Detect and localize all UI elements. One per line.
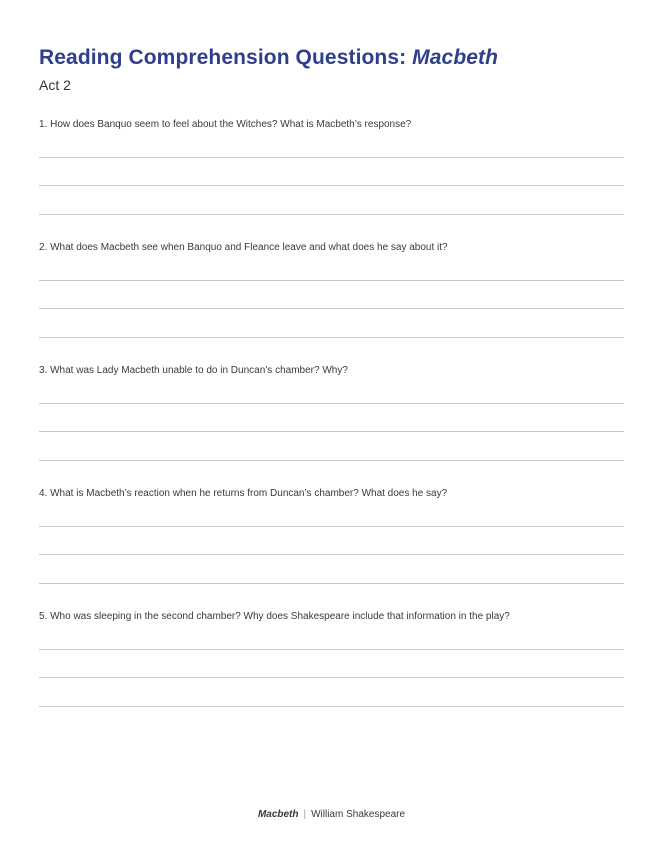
- question-text: 3. What was Lady Macbeth unable to do in Duncan’s chamber? Why?: [39, 365, 348, 376]
- question-text: 2. What does Macbeth see when Banquo and Fleance leave and what does he say about it?: [39, 242, 448, 253]
- question-block-2: [39, 242, 624, 254]
- answer-line[interactable]: [39, 583, 624, 584]
- question-block-3: [39, 365, 624, 377]
- answer-line[interactable]: [39, 649, 624, 650]
- question-text: 1. How does Banquo seem to feel about the Witches? What is Macbeth’s response?: [39, 119, 412, 130]
- question-block-1: [39, 119, 624, 131]
- question-text: 5. Who was sleeping in the second chamber? Why does Shakespeare include that information in the play?: [39, 611, 510, 622]
- answer-line[interactable]: [39, 431, 624, 432]
- answer-line[interactable]: [39, 157, 624, 158]
- answer-line[interactable]: [39, 554, 624, 555]
- page-title: [39, 46, 498, 70]
- answer-line[interactable]: [39, 403, 624, 404]
- footer-author: William Shakespeare: [311, 809, 406, 820]
- answer-line[interactable]: [39, 677, 624, 678]
- answer-line[interactable]: [39, 526, 624, 527]
- question-text: 4. What is Macbeth’s reaction when he returns from Duncan’s chamber? What does he say?: [39, 488, 448, 499]
- act-subtitle: Act 2: [39, 77, 71, 93]
- footer-play-title: Macbeth: [257, 809, 299, 820]
- page-footer: [0, 809, 663, 820]
- answer-line[interactable]: [39, 460, 624, 461]
- answer-line[interactable]: [39, 308, 624, 309]
- footer-separator: |: [303, 809, 307, 820]
- question-block-5: [39, 611, 624, 623]
- answer-line[interactable]: [39, 214, 624, 215]
- title-prefix: Reading Comprehension Questions:: [39, 46, 413, 69]
- answer-line[interactable]: [39, 337, 624, 338]
- question-block-4: [39, 488, 624, 500]
- answer-line[interactable]: [39, 185, 624, 186]
- answer-line[interactable]: [39, 280, 624, 281]
- answer-line[interactable]: [39, 706, 624, 707]
- title-play-name: Macbeth: [412, 46, 499, 69]
